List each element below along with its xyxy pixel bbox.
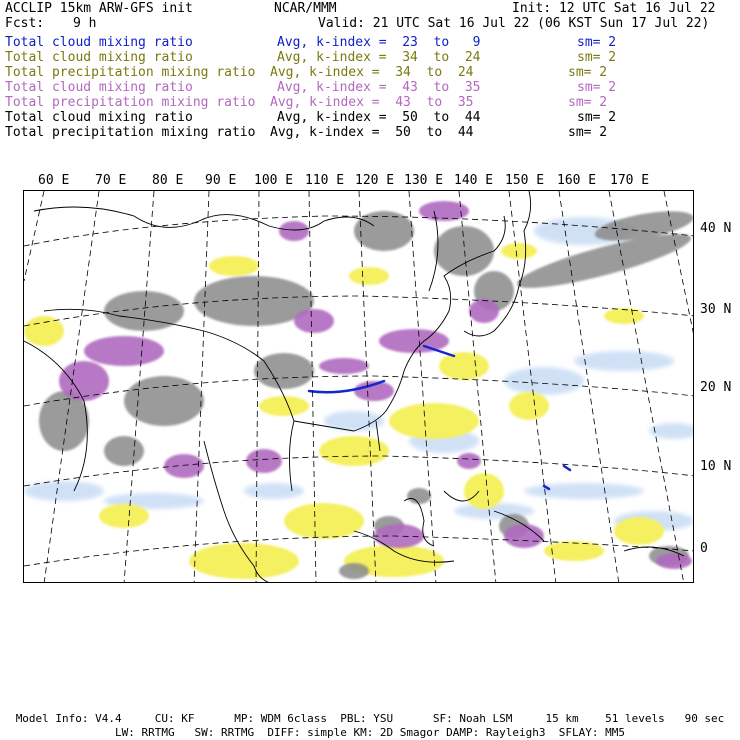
model-info-line1: Model Info: V4.4 CU: KF MP: WDM 6class PBL: YSU SF: Noah LSM 15 km 51 levels 90 sec	[15, 712, 725, 725]
legend-field: Total precipitation mixing ratio	[5, 95, 256, 110]
lat-label: 0	[700, 541, 708, 556]
map-canvas	[24, 191, 694, 583]
model-info-line2: LW: RRTMG SW: RRTMG DIFF: simple KM: 2D Smagor DAMP: Rayleigh3 SFLAY: MM5	[115, 726, 625, 739]
lon-label: 60 E	[38, 173, 70, 188]
legend-field: Total precipitation mixing ratio	[5, 125, 256, 140]
legend-sm: sm= 2	[577, 50, 617, 65]
legend-avg: Avg, k-index = 43 to 35	[277, 80, 481, 95]
legend-field: Total cloud mixing ratio	[5, 35, 193, 50]
org-label: NCAR/MMM	[274, 1, 337, 16]
lat-label: 40 N	[700, 221, 732, 236]
lon-label: 160 E	[557, 173, 597, 188]
lon-label: 130 E	[404, 173, 444, 188]
lon-label: 110 E	[305, 173, 345, 188]
model-title: ACCLIP 15km ARW-GFS init	[5, 1, 193, 16]
legend-sm: sm= 2	[568, 95, 608, 110]
legend-field: Total cloud mixing ratio	[5, 110, 193, 125]
lon-label: 90 E	[205, 173, 237, 188]
init-time: Init: 12 UTC Sat 16 Jul 22	[512, 1, 716, 16]
lon-label: 140 E	[454, 173, 494, 188]
lat-label: 30 N	[700, 302, 732, 317]
legend-avg: Avg, k-index = 34 to 24	[270, 65, 474, 80]
legend-sm: sm= 2	[577, 35, 617, 50]
lon-label: 120 E	[355, 173, 395, 188]
lon-label: 100 E	[254, 173, 294, 188]
forecast-label: Fcst:	[5, 16, 45, 31]
legend-field: Total cloud mixing ratio	[5, 50, 193, 65]
yellow-cloud-layer	[24, 243, 664, 579]
legend-avg: Avg, k-index = 23 to 9	[277, 35, 481, 50]
forecast-map	[23, 190, 694, 583]
lon-label: 150 E	[505, 173, 545, 188]
legend-field: Total cloud mixing ratio	[5, 80, 193, 95]
legend-avg: Avg, k-index = 34 to 24	[277, 50, 481, 65]
forecast-hour: 9 h	[73, 16, 97, 31]
valid-time: Valid: 21 UTC Sat 16 Jul 22 (06 KST Sun 17 Jul 22)	[318, 16, 710, 31]
legend-avg: Avg, k-index = 43 to 35	[270, 95, 474, 110]
lat-label: 10 N	[700, 459, 732, 474]
legend-sm: sm= 2	[568, 125, 608, 140]
lon-label: 70 E	[95, 173, 127, 188]
lon-label: 170 E	[610, 173, 650, 188]
legend-avg: Avg, k-index = 50 to 44	[270, 125, 474, 140]
legend-sm: sm= 2	[568, 65, 608, 80]
legend-field: Total precipitation mixing ratio	[5, 65, 256, 80]
lat-label: 20 N	[700, 380, 732, 395]
legend-sm: sm= 2	[577, 110, 617, 125]
lon-label: 80 E	[152, 173, 184, 188]
legend-sm: sm= 2	[577, 80, 617, 95]
legend-avg: Avg, k-index = 50 to 44	[277, 110, 481, 125]
